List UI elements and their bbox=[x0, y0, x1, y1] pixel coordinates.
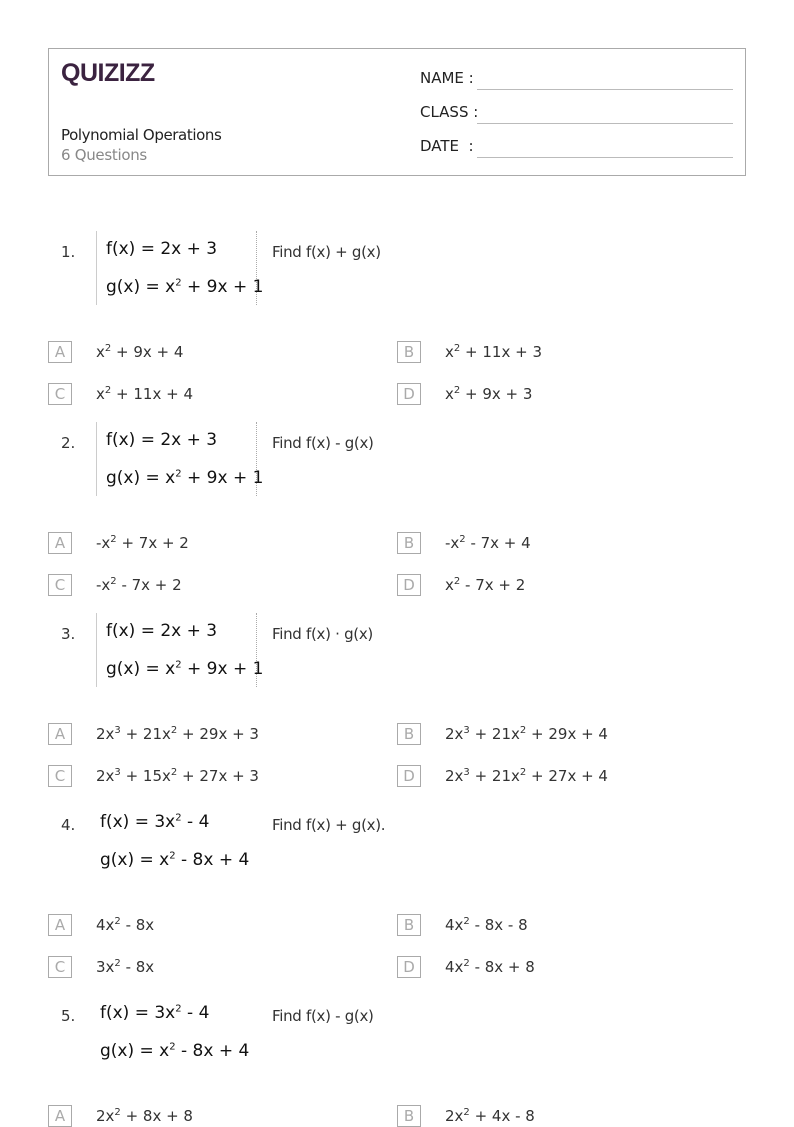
question-figure bbox=[96, 804, 255, 878]
option-letter-box[interactable]: C bbox=[48, 765, 72, 787]
exponent: 3 bbox=[114, 725, 121, 736]
exponent: 2 bbox=[110, 576, 117, 587]
term: f(x) = 2x + 3 bbox=[106, 239, 218, 259]
option-letter-box[interactable]: C bbox=[48, 574, 72, 596]
exponent: 2 bbox=[459, 534, 466, 545]
name-field[interactable] bbox=[420, 69, 733, 93]
term: + 9x + 1 bbox=[181, 659, 264, 679]
exponent: 3 bbox=[463, 767, 470, 778]
exponent: 2 bbox=[170, 725, 178, 736]
term: - 4 bbox=[181, 1003, 210, 1023]
term: + 29x + 4 bbox=[526, 725, 608, 743]
term: - 7x + 2 bbox=[460, 576, 526, 594]
exponent: 2 bbox=[114, 916, 121, 927]
date-label: DATE : bbox=[420, 137, 474, 155]
term: + 21x bbox=[469, 725, 520, 743]
term: g(x) = x bbox=[106, 277, 176, 297]
term: 2x bbox=[96, 1107, 115, 1125]
term: -x bbox=[96, 534, 111, 552]
term: + 9x + 4 bbox=[111, 343, 184, 361]
term: + 27x + 3 bbox=[177, 767, 259, 785]
option-letter-box[interactable]: B bbox=[397, 914, 421, 936]
question-figure bbox=[96, 422, 264, 496]
option-letter-box[interactable]: B bbox=[397, 723, 421, 745]
question-count: 6 Questions bbox=[61, 146, 147, 164]
option-text bbox=[96, 385, 193, 403]
option-text bbox=[445, 958, 535, 976]
term: + 4x - 8 bbox=[469, 1107, 535, 1125]
term: + 27x + 4 bbox=[526, 767, 608, 785]
term: + 8x + 8 bbox=[120, 1107, 193, 1125]
term: 2x bbox=[445, 767, 464, 785]
name-label: NAME : bbox=[420, 69, 474, 87]
option-letter-box[interactable]: A bbox=[48, 532, 72, 554]
class-line bbox=[477, 123, 733, 124]
exponent: 2 bbox=[175, 1003, 182, 1015]
question-figure bbox=[96, 231, 264, 305]
term: 2x bbox=[445, 725, 464, 743]
exponent: 2 bbox=[519, 725, 527, 736]
option-letter-box[interactable]: B bbox=[397, 341, 421, 363]
question-text: Find f(x) · g(x) bbox=[272, 625, 373, 643]
term: 4x bbox=[445, 916, 464, 934]
option-letter-box[interactable]: D bbox=[397, 956, 421, 978]
exponent: 2 bbox=[175, 468, 182, 480]
term: + 29x + 3 bbox=[177, 725, 259, 743]
exponent: 2 bbox=[175, 277, 182, 289]
question-number: 2. bbox=[61, 434, 76, 452]
term: + 9x + 3 bbox=[460, 385, 533, 403]
term: - 4 bbox=[181, 812, 210, 832]
option-letter-box[interactable]: B bbox=[397, 1105, 421, 1127]
worksheet-header bbox=[48, 48, 746, 176]
term: 2x bbox=[96, 767, 115, 785]
term: -x bbox=[96, 576, 111, 594]
term: + 9x + 1 bbox=[181, 468, 264, 488]
option-text bbox=[96, 725, 259, 743]
term: f(x) = 3x bbox=[100, 1003, 176, 1023]
option-text bbox=[445, 916, 528, 934]
date-line bbox=[477, 157, 733, 158]
option-text bbox=[445, 576, 525, 594]
exponent: 2 bbox=[175, 659, 182, 671]
exponent: 2 bbox=[170, 767, 178, 778]
exponent: 2 bbox=[453, 385, 461, 396]
option-letter-box[interactable]: D bbox=[397, 574, 421, 596]
term: g(x) = x bbox=[106, 468, 176, 488]
term: - 8x bbox=[120, 916, 155, 934]
exponent: 2 bbox=[104, 385, 112, 396]
figure-line bbox=[100, 1041, 249, 1061]
option-letter-box[interactable]: C bbox=[48, 956, 72, 978]
option-text bbox=[445, 725, 608, 743]
term: 4x bbox=[96, 916, 115, 934]
term: x bbox=[445, 343, 454, 361]
term: - 7x + 4 bbox=[465, 534, 531, 552]
option-letter-box[interactable]: A bbox=[48, 341, 72, 363]
option-letter-box[interactable]: A bbox=[48, 1105, 72, 1127]
term: - 8x + 4 bbox=[175, 1041, 250, 1061]
option-letter-box[interactable]: C bbox=[48, 383, 72, 405]
exponent: 2 bbox=[519, 767, 527, 778]
figure-line bbox=[106, 277, 263, 297]
question-text: Find f(x) - g(x) bbox=[272, 1007, 374, 1025]
question-figure bbox=[96, 995, 255, 1069]
exponent: 2 bbox=[463, 1107, 470, 1118]
option-text bbox=[445, 1107, 535, 1125]
exponent: 3 bbox=[114, 767, 121, 778]
question-text: Find f(x) - g(x) bbox=[272, 434, 374, 452]
term: - 8x + 4 bbox=[175, 850, 250, 870]
exponent: 2 bbox=[453, 343, 461, 354]
figure-line bbox=[100, 812, 209, 832]
figure-line bbox=[106, 430, 217, 450]
term: + 11x + 4 bbox=[111, 385, 193, 403]
exponent: 2 bbox=[114, 1107, 121, 1118]
option-letter-box[interactable]: A bbox=[48, 723, 72, 745]
figure-line bbox=[106, 659, 263, 679]
option-text bbox=[96, 343, 183, 361]
term: - 8x + 8 bbox=[469, 958, 535, 976]
term: - 8x - 8 bbox=[469, 916, 528, 934]
term: - 8x bbox=[120, 958, 155, 976]
exponent: 2 bbox=[110, 534, 117, 545]
term: -x bbox=[445, 534, 460, 552]
option-letter-box[interactable]: B bbox=[397, 532, 421, 554]
term: + 9x + 1 bbox=[181, 277, 264, 297]
exponent: 2 bbox=[169, 850, 176, 862]
option-text bbox=[96, 916, 154, 934]
term: f(x) = 2x + 3 bbox=[106, 430, 218, 450]
option-text bbox=[96, 1107, 193, 1125]
figure-line bbox=[100, 850, 249, 870]
term: + 21x bbox=[469, 767, 520, 785]
term: g(x) = x bbox=[100, 850, 170, 870]
question-text: Find f(x) + g(x). bbox=[272, 816, 386, 834]
term: + 11x + 3 bbox=[460, 343, 542, 361]
term: + 21x bbox=[120, 725, 171, 743]
question-number: 4. bbox=[61, 816, 76, 834]
option-text bbox=[96, 534, 189, 552]
option-text bbox=[96, 576, 182, 594]
exponent: 3 bbox=[463, 725, 470, 736]
figure-line bbox=[106, 621, 217, 641]
option-letter-box[interactable]: D bbox=[397, 765, 421, 787]
term: f(x) = 3x bbox=[100, 812, 176, 832]
term: 3x bbox=[96, 958, 115, 976]
date-field[interactable] bbox=[420, 137, 733, 161]
exponent: 2 bbox=[453, 576, 461, 587]
option-text bbox=[445, 385, 532, 403]
term: + 7x + 2 bbox=[116, 534, 189, 552]
term: - 7x + 2 bbox=[116, 576, 182, 594]
term: g(x) = x bbox=[100, 1041, 170, 1061]
option-letter-box[interactable]: A bbox=[48, 914, 72, 936]
figure-line bbox=[100, 1003, 209, 1023]
term: 2x bbox=[445, 1107, 464, 1125]
class-field[interactable] bbox=[420, 103, 733, 127]
option-text bbox=[445, 534, 531, 552]
question-text: Find f(x) + g(x) bbox=[272, 243, 381, 261]
term: 4x bbox=[445, 958, 464, 976]
term: + 15x bbox=[120, 767, 171, 785]
class-label: CLASS : bbox=[420, 103, 479, 121]
figure-line bbox=[106, 239, 217, 259]
exponent: 2 bbox=[175, 812, 182, 824]
term: g(x) = x bbox=[106, 659, 176, 679]
term: x bbox=[445, 576, 454, 594]
worksheet-title: Polynomial Operations bbox=[61, 126, 222, 144]
option-letter-box[interactable]: D bbox=[397, 383, 421, 405]
question-number: 3. bbox=[61, 625, 76, 643]
term: x bbox=[96, 343, 105, 361]
term: 2x bbox=[96, 725, 115, 743]
name-line bbox=[477, 89, 733, 90]
option-text bbox=[445, 343, 542, 361]
question-number: 5. bbox=[61, 1007, 76, 1025]
quizizz-logo: QUIZIZZ bbox=[61, 59, 155, 87]
term: x bbox=[445, 385, 454, 403]
option-text bbox=[96, 958, 154, 976]
term: x bbox=[96, 385, 105, 403]
exponent: 2 bbox=[463, 916, 470, 927]
option-text bbox=[445, 767, 608, 785]
question-number: 1. bbox=[61, 243, 76, 261]
exponent: 2 bbox=[169, 1041, 176, 1053]
exponent: 2 bbox=[114, 958, 121, 969]
exponent: 2 bbox=[463, 958, 470, 969]
option-text bbox=[96, 767, 259, 785]
question-figure bbox=[96, 613, 264, 687]
figure-line bbox=[106, 468, 263, 488]
term: f(x) = 2x + 3 bbox=[106, 621, 218, 641]
exponent: 2 bbox=[104, 343, 112, 354]
